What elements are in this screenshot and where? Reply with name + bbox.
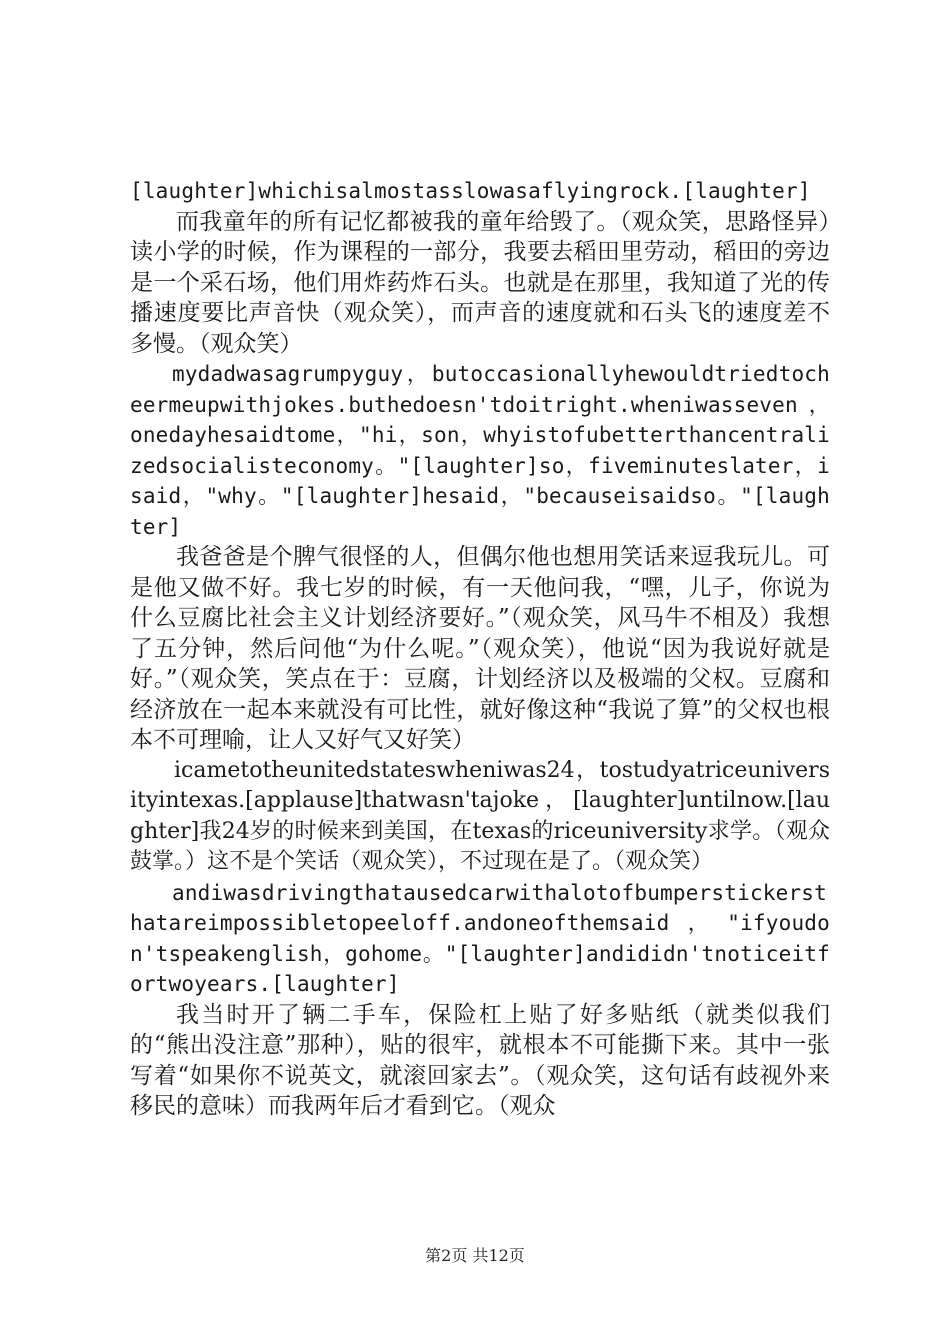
- paragraph-english-2: mydadwasagrumpyguy，butoccasionallyhewouldtriedtocheermeupwithjokes.buthedoesn'tdoitright.wheniwasseven，onedayhesaidtome，"hi，son，whyistofubetterthancentralizedsocialisteconomy。"[laughter]so，fiveminuteslater，isaid，"why。"[laughter]hesaid，"becauseisaidso。"[laughter]: [130, 362, 830, 539]
- page-number-footer: 第2页 共12页: [425, 1246, 525, 1265]
- paragraph-english-4: andiwasdrivingthatausedcarwithalotofbumperstickersthatareimpossibletopeeloff.andoneofthemsaid，"ifyoudon'tspeakenglish，gohome。"[laughter]andididn'tnoticeitfortwoyears.[laughter]: [130, 880, 830, 996]
- document-body: [130, 176, 830, 1122]
- paragraph-chinese-2: 我爸爸是个脾气很怪的人，但偶尔他也想用笑话来逗我玩儿。可是他又做不好。我七岁的时候，有一天他问我，“嘿，儿子，你说为什么豆腐比社会主义计划经济要好。”（观众笑，风马牛不相及）我想了五分钟，然后问他“为什么呢。”（观众笑），他说“因为我说好就是好。”（观众笑，笑点在于：豆腐，计划经济以及极端的父权。豆腐和经济放在一起本来就没有可比性，就好像这种“我说了算”的父权也根本不可理喻，让人又好气又好笑）: [130, 544, 830, 753]
- paragraph-mixed-3: icametotheunitedstateswheniwas24，tostudyatriceuniversityintexas.[applause]thatwasn'tajoke，[laughter]untilnow.[laughter]我24岁的时候来到美国，在texas的riceuniversity求学。（观众鼓掌。）这不是个笑话（观众笑），不过现在是了。（观众笑）: [130, 757, 830, 874]
- paragraph-chinese-1: 而我童年的所有记忆都被我的童年给毁了。（观众笑，思路怪异）读小学的时候，作为课程的一部分，我要去稻田里劳动，稻田的旁边是一个采石场，他们用炸药炸石头。也就是在那里，我知道了光的传播速度要比声音快（观众笑），而声音的速度就和石头飞的速度差不多慢。（观众笑）: [130, 208, 830, 357]
- paragraph-english-1: [laughter]whichisalmostasslowasaflyingrock.[laughter]: [130, 179, 811, 203]
- paragraph-chinese-4: 我当时开了辆二手车，保险杠上贴了好多贴纸（就类似我们的“熊出没注意”那种），贴的很牢，就根本不可能撕下来。其中一张写着“如果你不说英文，就滚回家去”。（观众笑，这句话有歧视外来移民的意味）而我两年后才看到它。（观众: [130, 1001, 830, 1119]
